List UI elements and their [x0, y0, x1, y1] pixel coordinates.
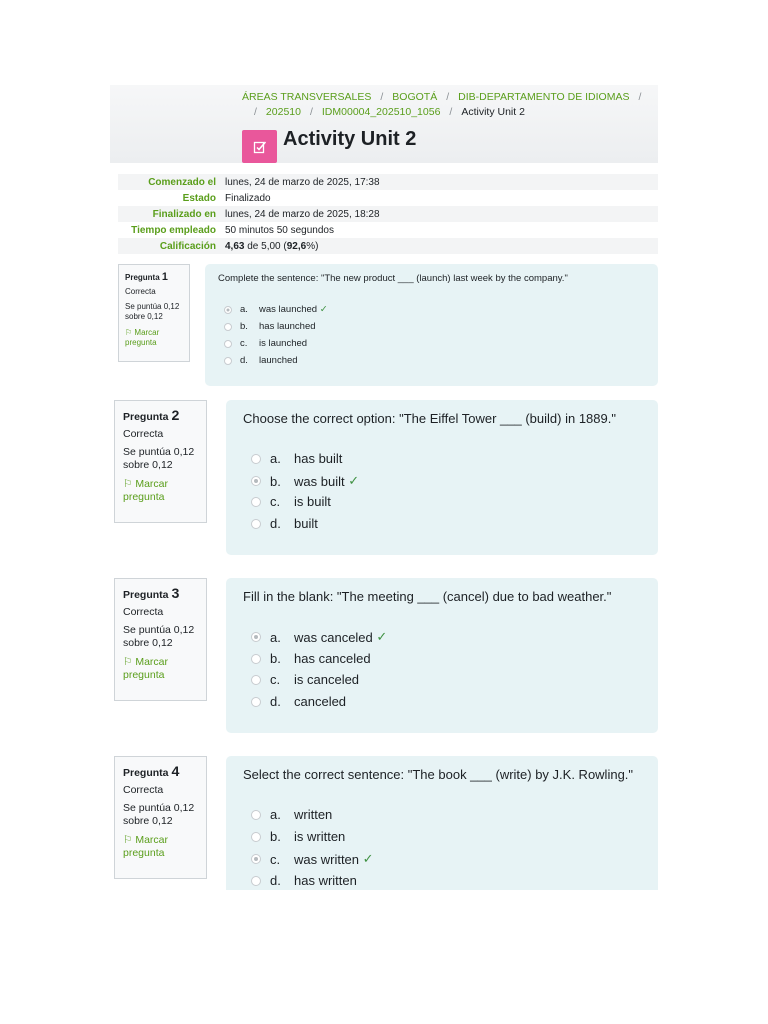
- correct-check-icon: ✓: [344, 473, 360, 488]
- summary-row-state: [118, 190, 658, 206]
- radio-button[interactable]: [251, 854, 261, 864]
- grade-score: 4,63: [225, 240, 245, 252]
- radio-button[interactable]: [251, 519, 261, 529]
- answer-option-a[interactable]: a. was launched ✓: [224, 304, 328, 315]
- breadcrumb-separator: /: [254, 106, 257, 118]
- breadcrumb-separator: /: [449, 106, 453, 118]
- attempt-summary: [118, 174, 658, 254]
- grade-percent: 92,6: [286, 240, 307, 252]
- answer-option-d[interactable]: d. built: [251, 516, 318, 531]
- summary-value: lunes, 24 de marzo de 2025, 17:38: [225, 176, 380, 188]
- question-text: Select the correct sentence: "The book ___ (write) by J.K. Rowling.": [243, 767, 634, 782]
- summary-row-started: [118, 174, 658, 190]
- breadcrumb-separator: /: [638, 91, 642, 103]
- answer-option-d[interactable]: d. has written: [251, 873, 357, 888]
- radio-button[interactable]: [224, 340, 232, 348]
- grade-max: de 5,00 (: [244, 240, 287, 252]
- question-state: Correcta: [123, 784, 164, 796]
- question-number: Pregunta 1: [125, 271, 168, 283]
- radio-button[interactable]: [251, 632, 261, 642]
- flag-question-button[interactable]: ⚐ Marcar pregunta: [123, 478, 169, 504]
- grade-percent-suffix: %): [306, 240, 319, 252]
- radio-button[interactable]: [251, 476, 261, 486]
- answer-option-b[interactable]: b. was built ✓: [251, 473, 359, 489]
- question-content: [226, 400, 658, 555]
- correct-check-icon: ✓: [372, 629, 388, 644]
- flag-icon: ⚐: [123, 478, 133, 491]
- breadcrumb-link-period[interactable]: 202510: [265, 106, 301, 118]
- radio-button[interactable]: [251, 497, 261, 507]
- answer-option-a[interactable]: a. written: [251, 807, 332, 822]
- breadcrumb-separator: /: [380, 91, 384, 103]
- question-number: Pregunta 4: [123, 764, 180, 780]
- question-number: Pregunta 3: [123, 586, 180, 602]
- answer-option-b[interactable]: b. has launched: [224, 321, 316, 332]
- answer-option-c[interactable]: c. is launched: [224, 338, 307, 349]
- summary-value: 50 minutos 50 segundos: [225, 224, 334, 236]
- answer-option-c[interactable]: c. is built: [251, 494, 331, 509]
- breadcrumb-link-areas[interactable]: ÁREAS TRANSVERSALES: [242, 91, 372, 103]
- flag-icon: ⚐: [123, 656, 133, 669]
- radio-button[interactable]: [251, 675, 261, 685]
- question-grade: Se puntúa 0,12 sobre 0,12: [123, 802, 195, 828]
- correct-check-icon: ✓: [359, 851, 374, 866]
- breadcrumb-separator: /: [309, 106, 313, 118]
- flag-question-button[interactable]: ⚐ Marcar pregunta: [123, 656, 169, 682]
- assignment-check-icon: [242, 130, 277, 163]
- question-content: [226, 756, 658, 890]
- answer-option-d[interactable]: d. launched: [224, 355, 298, 366]
- breadcrumb: [242, 90, 658, 120]
- flag-question-button[interactable]: ⚐ Marcar pregunta: [125, 328, 160, 347]
- question-text: Choose the correct option: "The Eiffel Tower ___ (build) in 1889.": [243, 411, 616, 426]
- radio-button[interactable]: [251, 810, 261, 820]
- breadcrumb-separator: /: [446, 91, 450, 103]
- question-state: Correcta: [125, 287, 156, 296]
- question-state: Correcta: [123, 606, 164, 618]
- radio-button[interactable]: [251, 654, 261, 664]
- page-title: Activity Unit 2: [283, 128, 417, 150]
- flag-icon: ⚐: [125, 328, 133, 337]
- question-info: [114, 756, 207, 879]
- summary-label: Tiempo empleado: [131, 224, 216, 236]
- summary-row-grade: [118, 238, 658, 254]
- radio-button[interactable]: [251, 876, 261, 886]
- answer-option-b[interactable]: b. has canceled: [251, 651, 371, 666]
- answer-option-a[interactable]: a. has built: [251, 451, 342, 466]
- radio-button[interactable]: [224, 306, 232, 314]
- summary-value: [225, 241, 318, 252]
- summary-label: Calificación: [159, 240, 216, 252]
- answer-option-c[interactable]: c. was written ✓: [251, 851, 374, 867]
- radio-button[interactable]: [251, 697, 261, 707]
- breadcrumb-link-bogota[interactable]: BOGOTÁ: [392, 91, 438, 103]
- summary-label: Finalizado en: [152, 208, 216, 220]
- question-grade: Se puntúa 0,12 sobre 0,12: [123, 446, 195, 472]
- radio-button[interactable]: [224, 357, 232, 365]
- question-info: [118, 264, 190, 362]
- answer-option-d[interactable]: d. canceled: [251, 694, 346, 709]
- question-grade: Se puntúa 0,12 sobre 0,12: [123, 624, 195, 650]
- question-content: [226, 578, 658, 733]
- question-number: Pregunta 2: [123, 408, 180, 424]
- question-content: [205, 264, 658, 386]
- summary-label: Comenzado el: [148, 176, 216, 188]
- answer-option-b[interactable]: b. is written: [251, 829, 345, 844]
- question-grade: Se puntúa 0,12 sobre 0,12: [125, 302, 180, 321]
- summary-value: lunes, 24 de marzo de 2025, 18:28: [225, 208, 380, 220]
- question-info: [114, 578, 207, 701]
- answer-option-a[interactable]: a. was canceled ✓: [251, 629, 387, 645]
- summary-row-finished: [118, 206, 658, 222]
- radio-button[interactable]: [251, 832, 261, 842]
- question-text: Fill in the blank: "The meeting ___ (cancel) due to bad weather.": [243, 589, 612, 604]
- question-text: Complete the sentence: "The new product ___ (launch) last week by the company.": [218, 273, 568, 284]
- radio-button[interactable]: [224, 323, 232, 331]
- question-state: Correcta: [123, 428, 164, 440]
- flag-icon: ⚐: [123, 834, 133, 847]
- summary-label: Estado: [182, 192, 216, 204]
- breadcrumb-link-course[interactable]: IDM00004_202510_1056: [321, 106, 441, 118]
- summary-row-time: [118, 222, 658, 238]
- question-info: [114, 400, 207, 523]
- radio-button[interactable]: [251, 454, 261, 464]
- summary-value: Finalizado: [225, 192, 271, 204]
- breadcrumb-link-departamento[interactable]: DIB-DEPARTAMENTO DE IDIOMAS: [458, 91, 630, 103]
- answer-option-c[interactable]: c. is canceled: [251, 672, 359, 687]
- correct-check-icon: ✓: [317, 304, 328, 315]
- flag-question-button[interactable]: ⚐ Marcar pregunta: [123, 834, 169, 860]
- breadcrumb-current: Activity Unit 2: [461, 106, 525, 118]
